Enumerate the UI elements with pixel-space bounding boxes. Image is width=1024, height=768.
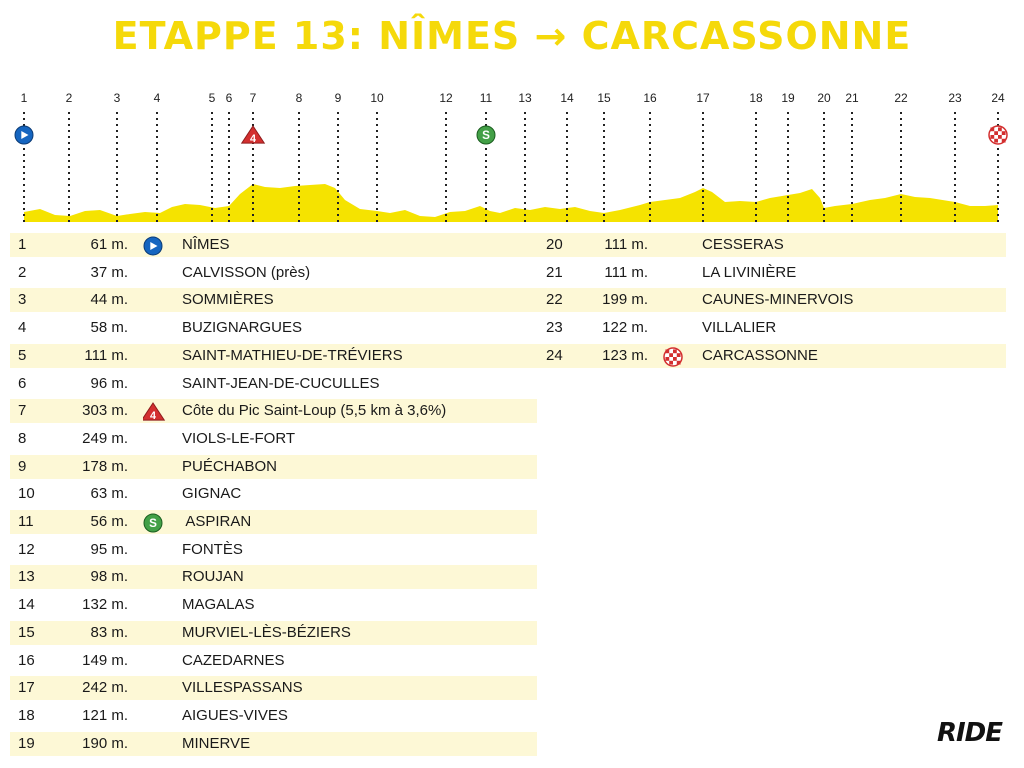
waypoint-name: MINERVE xyxy=(182,734,251,752)
finish-icon xyxy=(989,126,1007,144)
profile-tick-label: 12 xyxy=(439,91,453,105)
waypoint-name: VIOLS-LE-FORT xyxy=(182,429,296,447)
waypoint-row xyxy=(10,455,537,479)
waypoint-row xyxy=(10,621,537,645)
waypoint-name: SAINT-JEAN-DE-CUCULLES xyxy=(182,374,380,392)
page-title: ETAPPE 13: NÎMES → CARCASSONNE xyxy=(112,14,912,58)
profile-tick-label: 5 xyxy=(208,91,216,105)
profile-tick-label: 24 xyxy=(991,91,1005,105)
waypoint-row xyxy=(10,288,537,312)
waypoint-row xyxy=(10,649,537,673)
profile-tick-label: 18 xyxy=(749,91,763,105)
profile-tick-label: 21 xyxy=(845,91,859,105)
waypoint-name: MURVIEL-LÈS-BÉZIERS xyxy=(182,623,351,641)
waypoint-name: NÎMES xyxy=(182,236,230,253)
profile-tick-label: 23 xyxy=(948,91,962,105)
waypoint-row xyxy=(10,399,537,423)
profile-tick-label: 20 xyxy=(817,91,831,105)
waypoint-row xyxy=(10,538,537,562)
waypoint-name: ASPIRAN xyxy=(182,513,252,530)
waypoint-altitude: 111 m. xyxy=(604,236,648,253)
profile-tick-label: 9 xyxy=(334,91,342,105)
waypoint-number: 17 xyxy=(18,679,35,697)
profile-tick-label: 22 xyxy=(894,91,908,105)
profile-tick-label: 1 xyxy=(20,91,28,105)
waypoint-number: 20 xyxy=(546,236,563,253)
waypoint-number: 5 xyxy=(18,346,27,364)
waypoint-altitude: 37 m. xyxy=(90,263,128,281)
waypoint-row xyxy=(530,261,1006,285)
waypoint-name: CALVISSON (près) xyxy=(182,263,311,281)
waypoint-name: SAINT-MATHIEU-DE-TRÉVIERS xyxy=(182,346,403,364)
profile-tick-label: 7 xyxy=(249,91,257,105)
waypoint-name: CAUNES-MINERVOIS xyxy=(702,291,854,309)
waypoint-number: 3 xyxy=(18,291,27,309)
waypoint-row xyxy=(10,372,537,396)
elevation-profile xyxy=(0,80,1024,228)
waypoint-altitude: 242 m. xyxy=(82,679,128,697)
waypoint-altitude: 123 m. xyxy=(602,346,648,364)
waypoint-number: 6 xyxy=(18,374,27,392)
profile-tick-label: 6 xyxy=(225,91,233,105)
profile-tick-label: 15 xyxy=(597,91,611,105)
climb-icon xyxy=(242,126,265,145)
waypoint-altitude: 178 m. xyxy=(82,457,128,475)
waypoint-altitude: 58 m. xyxy=(90,319,128,337)
waypoint-altitude: 61 m. xyxy=(90,236,128,253)
waypoint-name: CAZEDARNES xyxy=(182,651,285,669)
waypoint-row xyxy=(10,261,537,285)
sprint-icon xyxy=(143,513,161,531)
start-icon xyxy=(15,126,33,144)
waypoint-row xyxy=(530,233,1006,257)
profile-tick-label: 10 xyxy=(370,91,384,105)
waypoint-row xyxy=(530,288,1006,312)
waypoint-row xyxy=(10,593,537,617)
waypoint-row xyxy=(10,482,537,506)
waypoint-name: Côte du Pic Saint-Loup (5,5 km à 3,6%) xyxy=(182,402,447,420)
waypoint-number: 2 xyxy=(18,263,27,281)
waypoint-name: VILLALIER xyxy=(702,319,777,337)
waypoint-altitude: 111 m. xyxy=(604,263,648,281)
waypoint-number: 13 xyxy=(18,568,35,586)
waypoint-name: AIGUES-VIVES xyxy=(182,706,288,724)
waypoint-number: 10 xyxy=(18,485,35,503)
waypoint-name: BUZIGNARGUES xyxy=(182,319,303,337)
start-icon xyxy=(143,236,161,254)
profile-tick-label: 13 xyxy=(518,91,532,105)
waypoint-altitude: 83 m. xyxy=(90,623,128,641)
start-icon xyxy=(144,237,162,255)
waypoint-number: 23 xyxy=(546,319,563,337)
profile-tick-label: 11 xyxy=(479,91,493,105)
waypoint-row xyxy=(530,316,1006,340)
climb-icon xyxy=(143,402,161,420)
waypoint-number: 21 xyxy=(546,263,563,281)
waypoint-row xyxy=(10,565,537,589)
waypoint-name: CESSERAS xyxy=(702,236,784,253)
waypoint-number: 14 xyxy=(18,596,35,614)
finish-icon xyxy=(664,348,682,366)
waypoint-row xyxy=(10,704,537,728)
waypoint-name: ROUJAN xyxy=(182,568,244,586)
waypoint-name: MAGALAS xyxy=(182,596,255,614)
svg-text:4: 4 xyxy=(149,409,157,422)
waypoint-name: CARCASSONNE xyxy=(702,346,818,364)
waypoint-number: 16 xyxy=(18,651,35,669)
waypoint-number: 18 xyxy=(18,706,35,724)
waypoint-number: 22 xyxy=(546,291,563,309)
waypoint-altitude: 149 m. xyxy=(82,651,128,669)
profile-tick-label: 4 xyxy=(153,91,161,105)
waypoint-number: 8 xyxy=(18,429,27,447)
waypoint-number: 12 xyxy=(18,540,35,558)
waypoint-altitude: 98 m. xyxy=(90,568,128,586)
profile-tick-label: 2 xyxy=(65,91,73,105)
waypoint-altitude: 249 m. xyxy=(82,429,128,447)
waypoint-row xyxy=(10,316,537,340)
finish-icon xyxy=(663,347,681,365)
waypoint-name: FONTÈS xyxy=(182,540,243,558)
waypoint-number: 19 xyxy=(18,734,35,752)
waypoint-row xyxy=(10,233,537,257)
climb-icon xyxy=(143,403,164,422)
profile-tick-label: 14 xyxy=(560,91,574,105)
svg-text:4: 4 xyxy=(249,132,257,145)
waypoint-altitude: 111 m. xyxy=(84,346,128,364)
waypoint-row xyxy=(10,427,537,451)
ride-logo: RIDE xyxy=(936,718,1002,748)
waypoint-number: 4 xyxy=(18,319,27,337)
waypoint-number: 15 xyxy=(18,623,35,641)
waypoint-altitude: 95 m. xyxy=(90,540,128,558)
sprint-icon xyxy=(477,126,495,144)
profile-tick-label: 17 xyxy=(696,91,710,105)
profile-tick-label: 16 xyxy=(643,91,657,105)
waypoint-altitude: 121 m. xyxy=(82,706,128,724)
waypoint-altitude: 190 m. xyxy=(82,734,128,752)
profile-tick-label: 19 xyxy=(781,91,795,105)
waypoint-number: 11 xyxy=(18,513,34,530)
waypoint-name: PUÉCHABON xyxy=(182,457,278,475)
waypoint-number: 1 xyxy=(18,236,27,253)
waypoint-row xyxy=(10,344,537,368)
sprint-icon xyxy=(144,514,162,532)
waypoint-altitude: 96 m. xyxy=(90,374,128,392)
waypoint-number: 9 xyxy=(18,457,27,475)
waypoint-altitude: 303 m. xyxy=(82,402,128,420)
waypoint-row xyxy=(10,510,537,534)
waypoint-name: VILLESPASSANS xyxy=(182,679,303,697)
waypoint-altitude: 132 m. xyxy=(82,596,128,614)
waypoint-row xyxy=(530,344,1006,368)
waypoint-name: GIGNAC xyxy=(182,485,242,503)
waypoint-altitude: 44 m. xyxy=(90,291,128,309)
waypoint-altitude: 122 m. xyxy=(602,319,648,337)
waypoint-name: SOMMIÈRES xyxy=(182,291,274,309)
profile-tick-label: 8 xyxy=(295,91,303,105)
waypoint-altitude: 63 m. xyxy=(90,485,128,503)
waypoint-altitude: 199 m. xyxy=(602,291,648,309)
waypoint-row xyxy=(10,732,537,756)
svg-text:S: S xyxy=(482,129,490,143)
waypoint-altitude: 56 m. xyxy=(90,513,128,530)
profile-tick-label: 3 xyxy=(113,91,121,105)
waypoint-row xyxy=(10,676,537,700)
waypoint-name: LA LIVINIÈRE xyxy=(702,263,797,281)
svg-text:S: S xyxy=(149,517,157,531)
waypoint-number: 24 xyxy=(546,346,563,364)
waypoint-number: 7 xyxy=(18,402,27,420)
